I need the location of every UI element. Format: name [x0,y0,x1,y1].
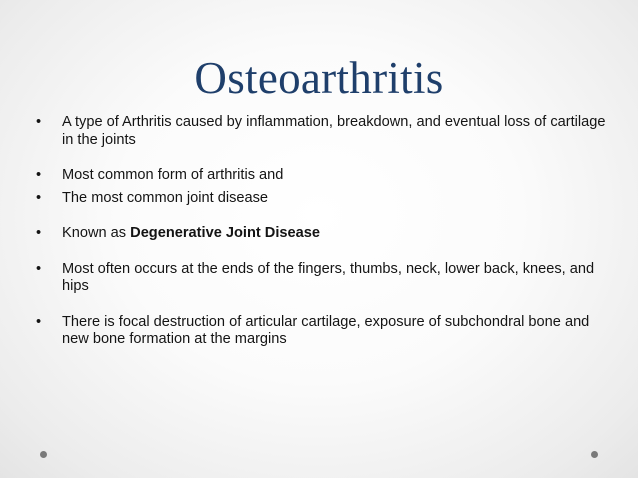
bullet-item [36,225,606,243]
footer-dot-left [40,451,47,458]
bullet-text: Most common form of arthritis and [62,167,284,183]
bullet-marker: • [36,260,42,277]
bullet-marker: • [36,167,42,183]
bullet-marker: • [36,114,42,130]
bullet-marker: • [36,189,42,206]
bullet-list [36,114,606,349]
footer-dot-right [591,451,598,458]
bullet-text: The most common joint disease [62,189,269,206]
bullet-item [36,190,606,208]
bullet-item [36,261,606,296]
bullet-item [36,167,606,185]
bullet-item [36,314,606,349]
slide-title: Osteoarthritis [194,53,444,103]
bullet-marker: • [36,225,42,241]
bullet-emphasis: Degenerative Joint Disease [130,225,320,241]
bullet-text: Most often occurs at the ends of the fingers, thumbs, neck, lower back, knees, and hips [62,260,595,294]
bullet-item [36,114,606,149]
bullet-marker: • [36,313,42,330]
bullet-text: There is focal destruction of articular cartilage, exposure of subchondral bone and new bone formation at the margins [62,313,590,347]
bullet-text-prefix: Known as [62,225,131,241]
bullet-text: A type of Arthritis caused by inflammation, breakdown, and eventual loss of cartilage in the joints [62,114,606,148]
